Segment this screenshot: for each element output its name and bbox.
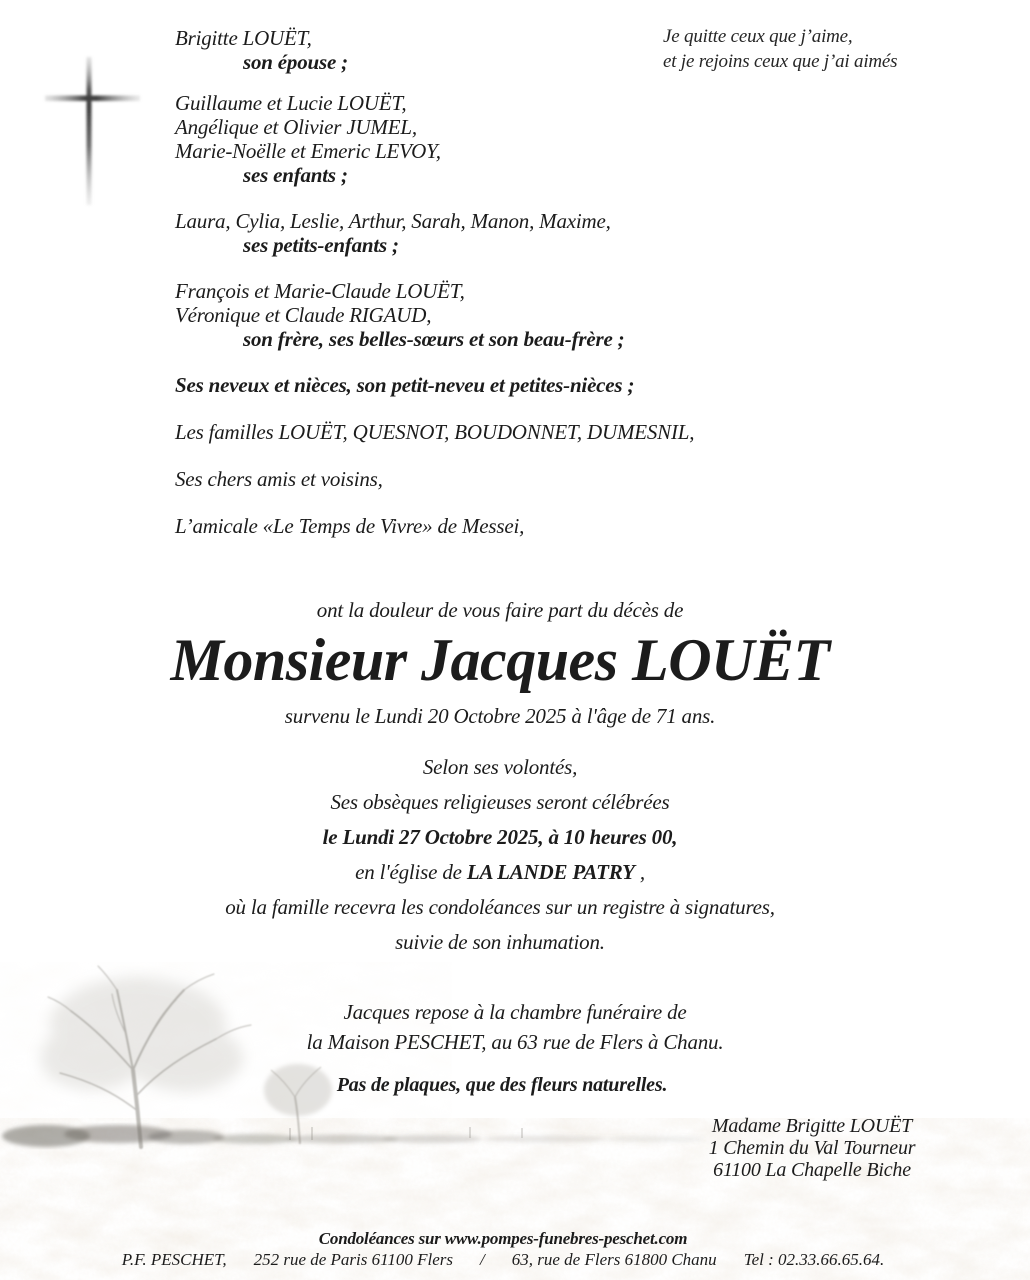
repose-block bbox=[0, 997, 1030, 1099]
mourner-relation: ses petits-enfants ; bbox=[243, 233, 399, 257]
announcement-intro: ont la douleur de vous faire part du décès de bbox=[316, 598, 684, 622]
mourner-names: Véronique et Claude RIGAUD, bbox=[175, 303, 432, 327]
mourner-group-grandchildren bbox=[175, 209, 694, 257]
deceased-name: Monsieur Jacques LOUËT bbox=[170, 627, 830, 693]
ceremony-church-line bbox=[0, 855, 1000, 890]
contact-block bbox=[662, 1115, 962, 1181]
mourner-names: Marie-Noëlle et Emeric LEVOY, bbox=[175, 139, 441, 163]
death-date-line: survenu le Lundi 20 Octobre 2025 à l'âge de 71 ans. bbox=[284, 704, 716, 728]
register-line: où la famille recevra les condoléances sur un registre à signatures, bbox=[225, 895, 775, 919]
ceremony-line: Ses obsèques religieuses seront célébrées bbox=[330, 790, 670, 814]
mourner-group-siblings bbox=[175, 279, 694, 351]
contact-address-1: 1 Chemin du Val Tourneur bbox=[708, 1137, 916, 1159]
mourners-association-line: L’amicale «Le Temps de Vivre» de Messei, bbox=[175, 514, 525, 538]
mourner-names: Laura, Cylia, Leslie, Arthur, Sarah, Manon, Maxime, bbox=[175, 209, 611, 233]
epitaph-line-1: Je quitte ceux que j’aime, bbox=[663, 26, 853, 47]
address-separator: / bbox=[480, 1250, 485, 1269]
wishes-line: Selon ses volontés, bbox=[422, 755, 578, 779]
agency-address-chanu: 63, rue de Flers 61800 Chanu bbox=[511, 1250, 717, 1269]
mourners-families-line: Les familles LOUËT, QUESNOT, BOUDONNET, DUMESNIL, bbox=[175, 420, 695, 444]
church-prefix: en l'église de bbox=[355, 860, 462, 884]
repose-line-1: Jacques repose à la chambre funéraire de bbox=[343, 1000, 687, 1024]
ceremony-date-line: le Lundi 27 Octobre 2025, à 10 heures 00, bbox=[322, 825, 678, 849]
mourner-names: Brigitte LOUËT, bbox=[175, 26, 312, 50]
epitaph bbox=[663, 24, 897, 74]
death-announcement bbox=[0, 597, 1000, 960]
condolences-url-line: Condoléances sur www.pompes-funebres-peschet.com bbox=[318, 1229, 688, 1248]
agency-address-flers: 252 rue de Paris 61100 Flers bbox=[253, 1250, 454, 1269]
contact-name: Madame Brigitte LOUËT bbox=[711, 1115, 913, 1137]
contact-address-2: 61100 La Chapelle Biche bbox=[713, 1159, 911, 1181]
mourner-relation: son frère, ses belles-sœurs et son beau-frère ; bbox=[243, 327, 625, 351]
mourner-names: Guillaume et Lucie LOUËT, bbox=[175, 91, 407, 115]
mourners-nephews-line: Ses neveux et nièces, son petit-neveu et petites-nièces ; bbox=[175, 373, 635, 397]
mourner-names: Angélique et Olivier JUMEL, bbox=[175, 115, 417, 139]
mourners-friends-line: Ses chers amis et voisins, bbox=[175, 467, 383, 491]
mourner-names: François et Marie-Claude LOUËT, bbox=[175, 279, 465, 303]
christian-cross-icon bbox=[40, 52, 150, 208]
flowers-request-line: Pas de plaques, que des fleurs naturelles. bbox=[336, 1074, 668, 1096]
church-suffix: , bbox=[639, 860, 645, 884]
mourner-relation: ses enfants ; bbox=[243, 163, 348, 187]
funeral-home-info bbox=[0, 1249, 1006, 1270]
epitaph-line-2: et je rejoins ceux que j’ai aimés bbox=[663, 51, 898, 72]
burial-line: suivie de son inhumation. bbox=[395, 930, 605, 954]
funeral-home-footer bbox=[0, 1229, 1006, 1270]
repose-line-2: la Maison PESCHET, au 63 rue de Flers à Chanu. bbox=[306, 1030, 724, 1054]
mourner-group-children bbox=[175, 91, 694, 187]
agency-phone: Tel : 02.33.66.65.64. bbox=[743, 1250, 885, 1269]
mourners-list bbox=[175, 26, 694, 561]
mourner-group-spouse bbox=[175, 26, 694, 74]
agency-name: P.F. PESCHET, bbox=[121, 1250, 227, 1269]
church-name: LA LANDE PATRY bbox=[466, 860, 635, 884]
mourner-relation: son épouse ; bbox=[243, 50, 348, 74]
